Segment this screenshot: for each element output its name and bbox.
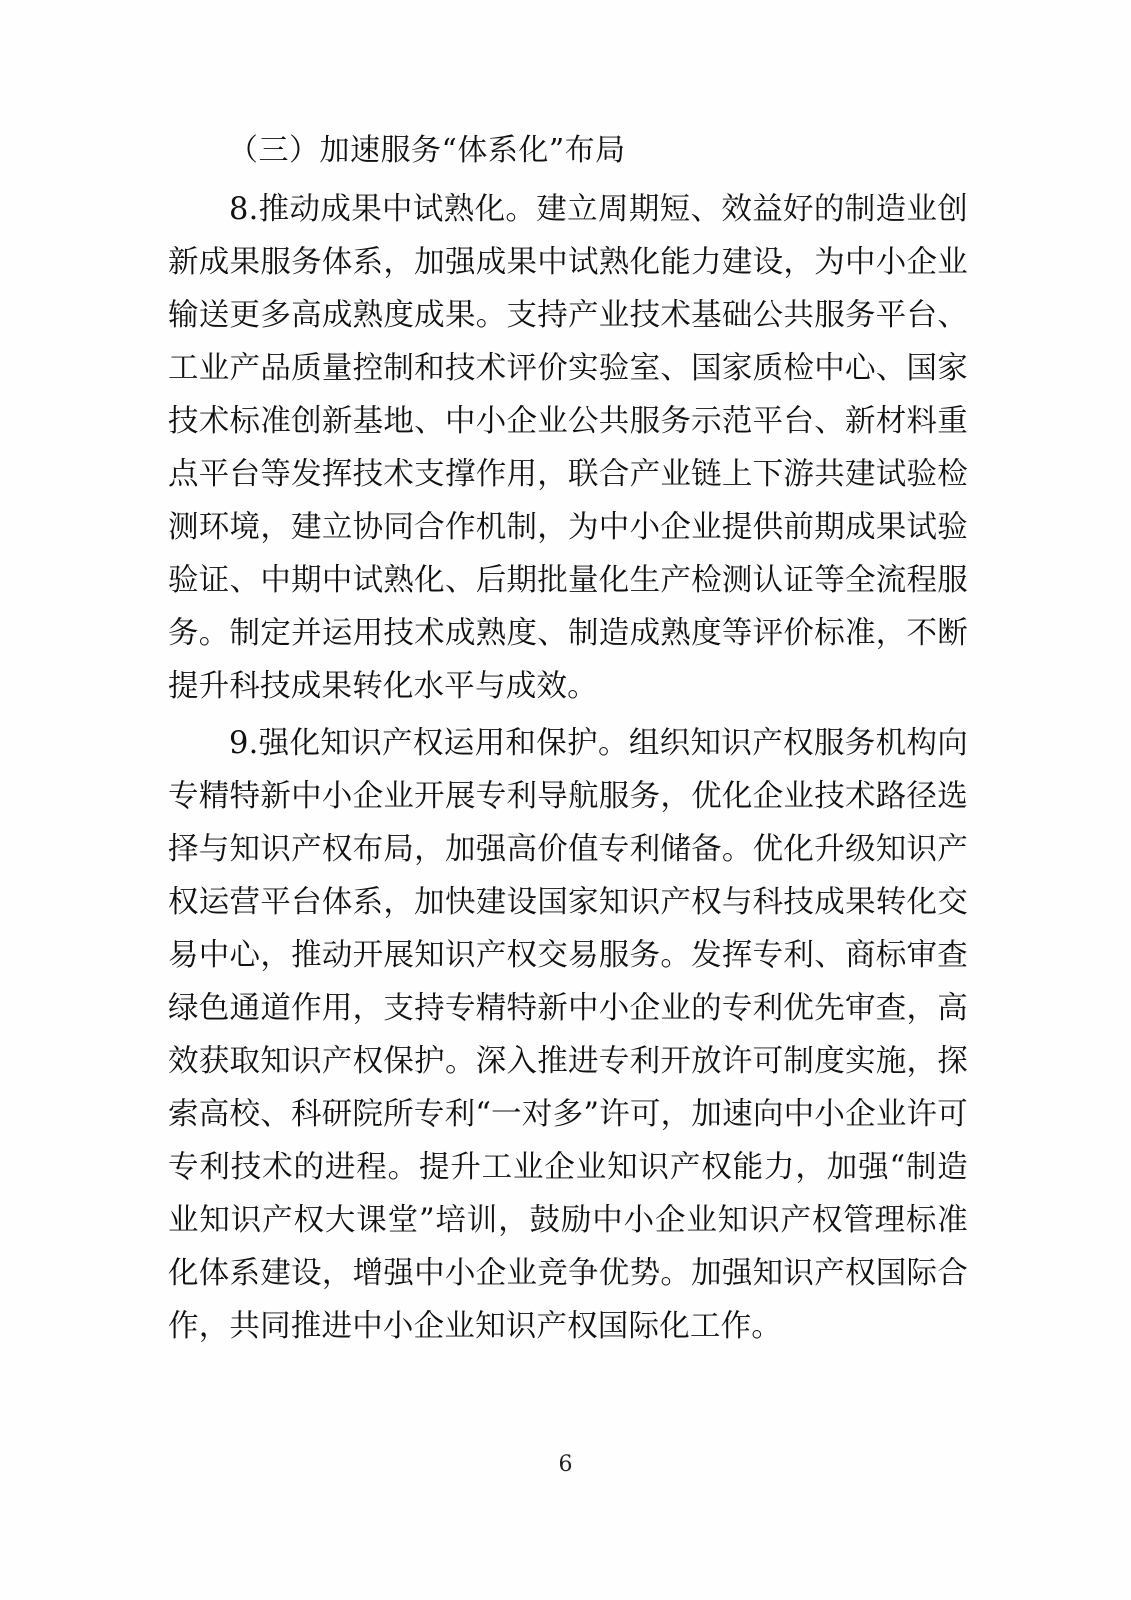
document-body	[168, 128, 968, 1357]
paragraph-8: 8.推动成果中试熟化。建立周期短、效益好的制造业创新成果服务体系，加强成果中试熟化能力建设，为中小企业输送更多高成熟度成果。支持产业技术基础公共服务平台、工业产品质量控制和技术评价实验室、国家质检中心、国家技术标准创新基地、中小企业公共服务示范平台、新材料重点平台等发挥技术支撑作用，联合产业链上下游共建试验检测环境，建立协同合作机制，为中小企业提供前期成果试验验证、中期中试熟化、后期批量化生产检测认证等全流程服务。制定并运用技术成熟度、制造成熟度等评价标准，不断提升科技成果转化水平与成效。	[168, 192, 968, 704]
page-number: 6	[558, 1452, 573, 1477]
paragraph-9: 9.强化知识产权运用和保护。组织知识产权服务机构向专精特新中小企业开展专利导航服务，优化企业技术路径选择与知识产权布局，加强高价值专利储备。优化升级知识产权运营平台体系，加快建设国家知识产权与科技成果转化交易中心，推动开展知识产权交易服务。发挥专利、商标审查绿色通道作用，支持专精特新中小企业的专利优先审查，高效获取知识产权保护。深入推进专利开放许可制度实施，探索高校、科研院所专利“一对多”许可，加速向中小企业许可专利技术的进程。提升工业企业知识产权能力，加强“制造业知识产权大课堂”培训，鼓励中小企业知识产权管理标准化体系建设，增强中小企业竞争优势。加强知识产权国际合作，共同推进中小企业知识产权国际化工作。	[168, 726, 968, 1344]
section-heading: （三）加速服务“体系化”布局	[228, 133, 626, 168]
